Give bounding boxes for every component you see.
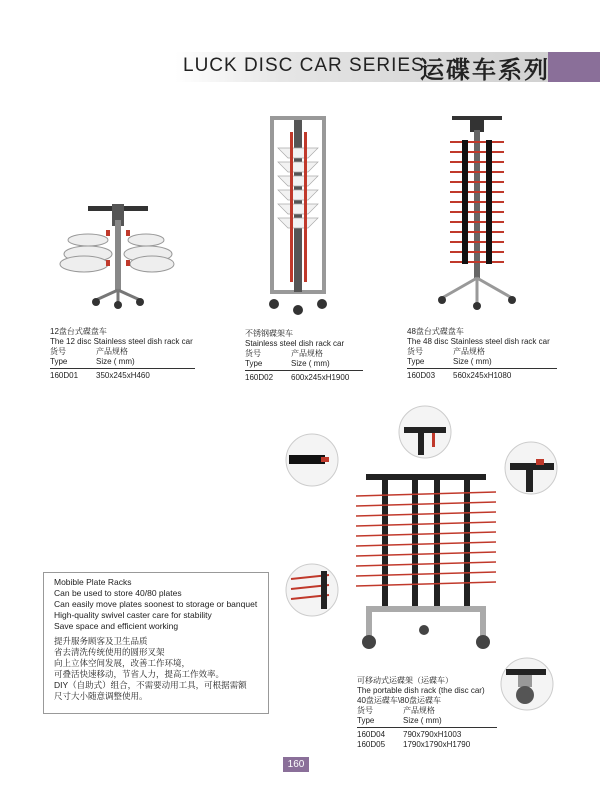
label-size-en: Size ( mm) bbox=[453, 357, 492, 366]
product-size: 350x245xH460 bbox=[96, 371, 150, 380]
label-code-en: Type bbox=[50, 357, 68, 366]
product-size: 790x790xH1003 bbox=[403, 730, 462, 739]
label-size-en: Size ( mm) bbox=[403, 716, 442, 725]
product-title-en: The 12 disc Stainless steel dish rack car bbox=[50, 337, 193, 346]
product-image-48-disc-rack bbox=[432, 112, 522, 312]
label-size-zh: 产品规格 bbox=[96, 347, 128, 356]
detail-image-top-mount bbox=[398, 405, 452, 459]
divider bbox=[407, 368, 557, 369]
product-caption-160D03 bbox=[407, 327, 557, 381]
page-title-zh: 运碟车系列 bbox=[420, 57, 550, 84]
product-title-zh: 不锈钢碟架车 bbox=[245, 329, 293, 338]
page-number: 160 bbox=[283, 757, 309, 772]
divider bbox=[50, 368, 195, 369]
product-image-portable-dish-rack bbox=[352, 472, 500, 658]
product-image-stainless-rack bbox=[258, 112, 338, 322]
feature-zh-1: 省去清洗传统使用的圆形叉架 bbox=[54, 647, 165, 657]
product-code: 160D02 bbox=[245, 373, 274, 382]
label-size-zh: 产品规格 bbox=[403, 706, 435, 715]
header-accent-bar bbox=[548, 52, 600, 82]
product-code: 160D03 bbox=[407, 371, 436, 380]
product-caption-160D04-160D05 bbox=[357, 676, 497, 750]
label-size-zh: 产品规格 bbox=[453, 347, 485, 356]
product-caption-160D01 bbox=[50, 327, 195, 381]
feature-zh-0: 提升服务顾客及卫生品质 bbox=[54, 636, 148, 646]
product-title-zh: 可移动式运碟架（运碟车） bbox=[357, 676, 453, 685]
divider bbox=[245, 370, 363, 371]
label-code-en: Type bbox=[245, 359, 263, 368]
feature-zh-3: 可叠活快速移动，节省人力，提高工作效率。 bbox=[54, 669, 225, 679]
feature-en-2: Can easily move plates soonest to storage or banquet bbox=[54, 599, 258, 609]
label-code-en: Type bbox=[407, 357, 425, 366]
product-title-zh: 12盘台式碟盘车 bbox=[50, 327, 107, 336]
product-code: 160D05 bbox=[357, 740, 386, 749]
product-size: 560x245xH1080 bbox=[453, 371, 512, 380]
label-code-zh: 货号 bbox=[245, 349, 261, 358]
label-code-zh: 货号 bbox=[357, 706, 373, 715]
feature-en-4: Save space and efficient working bbox=[54, 621, 179, 631]
product-title-zh: 48盘台式碟盘车 bbox=[407, 327, 464, 336]
product-size: 600x245xH1900 bbox=[291, 373, 350, 382]
feature-en-0: Mobible Plate Racks bbox=[54, 577, 132, 587]
detail-image-corner-joint bbox=[504, 441, 558, 495]
product-subtitle-zh: 40盘运碟车\80盘运碟车 bbox=[357, 696, 442, 705]
label-code-zh: 货号 bbox=[407, 347, 423, 356]
label-code-en: Type bbox=[357, 716, 375, 725]
product-title-en: Stainless steel dish rack car bbox=[245, 339, 345, 348]
product-code: 160D04 bbox=[357, 730, 386, 739]
feature-zh-2: 向上立体空间发展，改善工作环境， bbox=[54, 658, 191, 668]
features-box bbox=[43, 572, 269, 714]
detail-image-hooks bbox=[285, 563, 339, 617]
detail-image-caster bbox=[500, 657, 554, 711]
product-title-en: The 48 disc Stainless steel dish rack car bbox=[407, 337, 550, 346]
feature-en-3: High-quality swivel caster care for stability bbox=[54, 610, 212, 620]
feature-en-1: Can be used to store 40/80 plates bbox=[54, 588, 182, 598]
feature-zh-4: DIY（自助式）组合，不需要动用工具，可根据需额 bbox=[54, 680, 247, 690]
detail-image-bar-end bbox=[285, 433, 339, 487]
divider bbox=[357, 727, 497, 728]
product-caption-160D02 bbox=[245, 329, 363, 383]
product-image-12-disc-rack bbox=[58, 200, 178, 310]
page-title-en: LUCK DISC CAR SERIES bbox=[183, 55, 425, 76]
product-size: 1790x1790xH1790 bbox=[403, 740, 471, 749]
label-code-zh: 货号 bbox=[50, 347, 66, 356]
label-size-en: Size ( mm) bbox=[96, 357, 135, 366]
label-size-zh: 产品规格 bbox=[291, 349, 323, 358]
product-code: 160D01 bbox=[50, 371, 79, 380]
product-title-en: The portable dish rack (the disc car) bbox=[357, 686, 485, 695]
feature-zh-5: 尺寸大小随意调整使用。 bbox=[54, 691, 148, 701]
label-size-en: Size ( mm) bbox=[291, 359, 330, 368]
